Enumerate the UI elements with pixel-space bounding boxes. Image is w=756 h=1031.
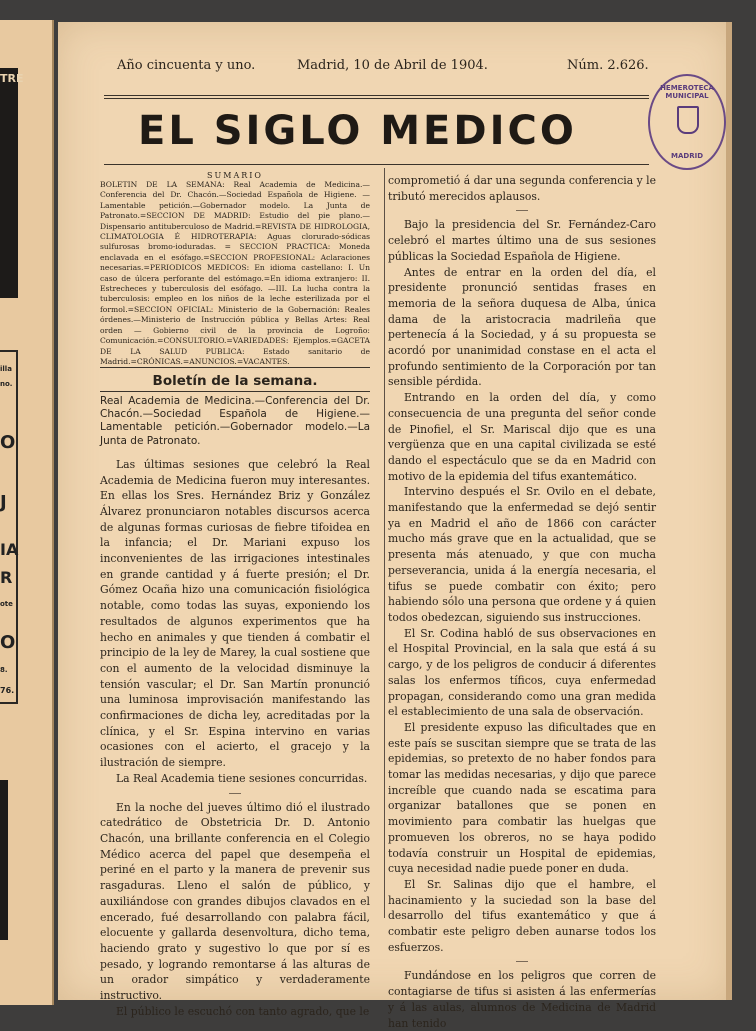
- masthead-title: EL SIGLO MEDICO: [138, 108, 577, 154]
- paragraph: El Sr. Codina habló de sus observaciones en el Hospital Provincial, en la sala que está á su cargo, y de los peligros de conducir á diferentes salas los enfermos tíficos, cuya enfermedad propagan, considerando como una gran medida el establecimiento de una sala de observación.: [388, 626, 656, 719]
- left-fragment-text: illa: [0, 365, 12, 373]
- library-stamp: [648, 74, 726, 170]
- paragraph: La Real Academia tiene sesiones concurridas.: [116, 771, 368, 785]
- shield-icon: [677, 106, 699, 134]
- left-fragment-text: R: [0, 568, 13, 587]
- paragraph: En la noche del jueves último dió el ilustrado catedrático de Obstetricia Dr. D. Antonio Chacón, una brillante conferencia en el Colegio Médico acerca del papel que desempeña el periné en el parto y la manera de prevenir sus rasgaduras. Lleno el salón de público, y auxiliándose con grandes dibujos clavados en el encerado, fué desarrollando con palabra fácil, elocuente y gallarda desenvoltura, dicho tema, haciendo grato y sugestivo lo que por sí es pesado, y logrando remontarse á las alturas de un orador simpático y verdaderamente instructivo.: [100, 800, 370, 1003]
- masthead-rule: [104, 164, 649, 165]
- header-rule: [104, 98, 649, 99]
- sumario-heading: SUMARIO: [207, 171, 263, 180]
- separator: [229, 793, 241, 794]
- left-fragment-text: no.: [0, 380, 13, 388]
- boletin-lead: Real Academia de Medicina.—Conferencia del Dr. Chacón.—Sociedad Española de Higiene.—Lamentable petición.—Gobernador modelo.—La Junta de Patronato.: [100, 395, 370, 447]
- left-fragment-text: 8.: [0, 666, 8, 674]
- boletin-heading: Boletín de la semana.: [152, 373, 318, 389]
- left-page-fragment: [0, 20, 54, 1005]
- column-divider: [384, 168, 385, 918]
- header-rule: [104, 95, 649, 96]
- left-dark-strip: [0, 780, 8, 940]
- header-year: Año cincuenta y uno.: [117, 58, 256, 73]
- left-column: [100, 395, 370, 1019]
- paragraph: Las últimas sesiones que celebró la Real Academia de Medicina fueron muy interesantes. En ellas los Sres. Hernández Briz y González Álvarez pronunciaron notables discursos acerca de algunas formas curiosas de fiebre tifoidea en la infancia; el Dr. Mariani expuso los inconvenientes de las irrigaciones intestinales en grande cantidad y á fuerte presión; el Dr. Gómez Ocaña hizo una comunicación fisiológica notable, como todas las suyas, exponiendo los resultados de algunos experimentos que ha hecho en animales y que tienden á combatir el principio de la ley de Marey, la cual sostiene que con el aumento de la velocidad disminuye la tensión vascular; el Dr. San Martín pronunció una luminosa improvisación manifestando las confirmaciones de dicha ley, acreditadas por la clínica, y el Sr. Espina intervino en varias ocasiones con el acierto, el gracejo y la ilustración de siempre.: [100, 457, 370, 770]
- paragraph: Entrando en la orden del día, y como consecuencia de una pregunta del señor conde de Pinofiel, el Sr. Mariscal dijo que es una vergüenza que en una capital civilizada se esté dando el espectáculo que se da en Madrid con motivo de la epidemia del tifus exantemático.: [388, 391, 656, 483]
- page-edge: [726, 22, 732, 1000]
- left-fragment-text: O: [0, 432, 16, 453]
- paragraph: Intervino después el Sr. Ovilo en el debate, manifestando que la enfermedad se dejó sentir ya en Madrid el año de 1866 con carácter mucho más grave que en la actualidad, que se presenta más atenuado, y que con mucha perseverancia, unida á la energía necesaria, el tifus se puede combatir con éxito; pero habiendo sólo una persona que ordene y á quien todos obedezcan, siguiendo sus instrucciones.: [388, 485, 656, 624]
- left-fragment-text: O: [0, 632, 16, 653]
- sumario-text: BOLETIN DE LA SEMANA: Real Academia de Medicina.—Conferencia del Dr. Chacón.—Sociedad Española de Higiene. —Lamentable petición.—Gobernador modelo. La Junta de Patronato.=SECCION DE MADRID: Estudio del pie plano.—Dispensario antituberculoso de Madrid.=REVISTA DE HIDROLOGIA, CLIMATOLOGIA É HIDROTERAPIA: Aguas clorurado-sódicas sulfurosas bromo-ioduradas. = SECCION PRACTICA: Moneda enclavada en el esófago.=SECCION PROFESIONAL: Aclaraciones necesarias.=PERIODICOS MEDICOS: En idioma castellano: I. Un caso de úlcera perforante del estómago.=En idioma extranjero: II. Estrecheces y tuberculosis del esófago. —III. La lucha contra la tuberculosis: empleo en los niños de la leche esterilizada por el formol.=SECCION OFICIAL: Ministerio de la Gobernación: Reales órdenes.—Ministerio de Instrucción pública y Bellas Artes: Real orden — Gobierno civil de la provincia de Logroño: Comunicación.=CONSULTORIO.=VARIEDADES: Ejemplos.=GACETA DE LA SALUD PUBLICA: Estado sanitario de Madrid.=CRÓNICAS.=ANUNCIOS.=VACANTES.: [100, 180, 370, 366]
- left-dark-strip: [0, 68, 18, 298]
- right-column: [388, 173, 656, 1031]
- left-fragment-text: 76.: [0, 686, 15, 695]
- separator: [516, 210, 528, 211]
- left-fragment-text: ote: [0, 600, 13, 608]
- left-fragment-text: TRE: [0, 72, 24, 85]
- paragraph: Bajo la presidencia del Sr. Fernández-Caro celebró el martes último una de sus sesiones públicas la Sociedad Española de Higiene.: [388, 218, 656, 263]
- separator: [516, 961, 528, 962]
- paragraph: El público le escuchó con tanto agrado, que le: [116, 1004, 370, 1018]
- header-date: Madrid, 10 de Abril de 1904.: [297, 58, 488, 73]
- header-issue: Núm. 2.626.: [567, 58, 649, 73]
- paragraph: El presidente expuso las dificultades que en este país se suscitan siempre que se trata de las epidemias, so pretexto de no haber fondos para tomar las medidas necesarias, y dijo que parece increíble que cuando nada se escatima para organizar batallones que se ponen en movimiento para combatir las huelgas que promueven los obreros, no se haya podido todavía construir un Hospital de epidemias, cuya necesidad nadie puede poner en duda.: [388, 720, 656, 876]
- paragraph: comprometió á dar una segunda conferencia y le tributó merecidos aplausos.: [388, 174, 656, 203]
- stamp-top-text: HEMEROTECA MUNICIPAL: [660, 84, 714, 100]
- section-rule: [100, 391, 370, 392]
- stamp-bottom-text: MADRID: [671, 152, 703, 160]
- left-fragment-text: IA: [0, 540, 19, 559]
- paragraph: El Sr. Salinas dijo que el hambre, el hacinamiento y la suciedad son la base del desarrollo del tifus exantemático y que á combatir este peligro deben aunarse todos los esfuerzos.: [388, 877, 656, 954]
- section-rule: [100, 367, 370, 368]
- paragraph: Fundándose en los peligros que corren de contagiarse de tifus si asisten á las enfermerías y á las aulas, alumnos de Medicina de Madrid han tenido: [388, 969, 656, 1030]
- paragraph: Antes de entrar en la orden del día, el presidente pronunció sentidas frases en memoria de la señora duquesa de Alba, única dama de la aristocracia madrileña que pertenecía á la Sociedad, y á su propuesta se acordó por unanimidad constase en el acta el profundo sentimiento de la Corporación por tan sensible pérdida.: [388, 265, 656, 389]
- left-fragment-text: J: [0, 492, 7, 513]
